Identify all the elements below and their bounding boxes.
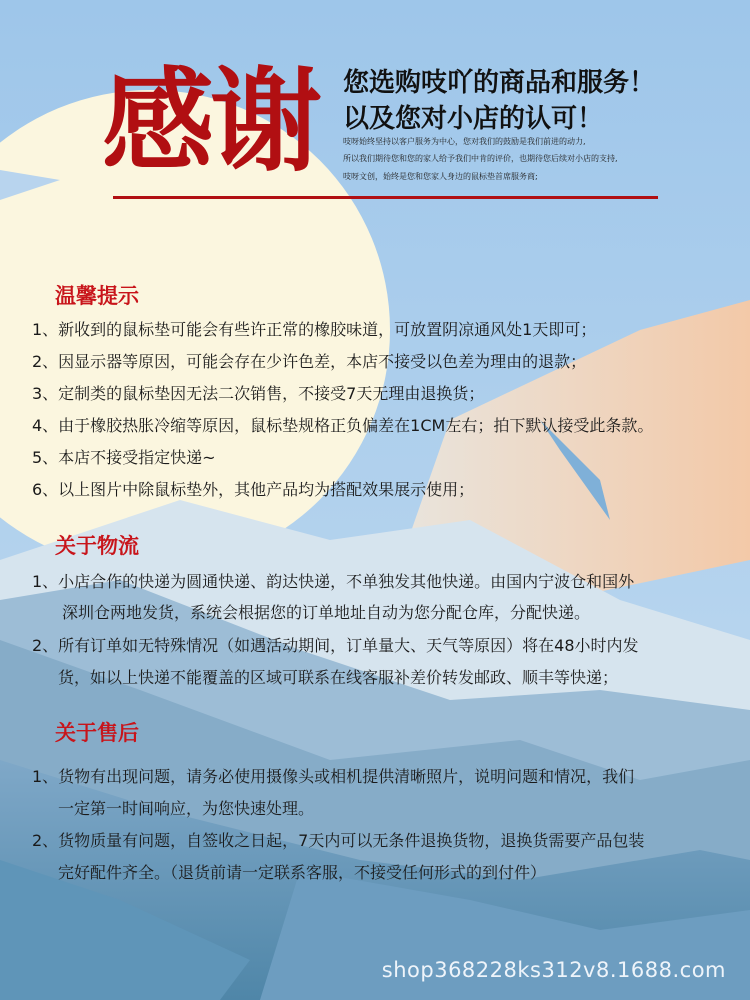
section-title-logistics: 关于物流 xyxy=(55,534,139,558)
headline-line-1: 您选购吱吖的商品和服务！ xyxy=(343,68,656,98)
subtext-line-1: 吱呀始终坚持以客户服务为中心，您对我们的鼓励是我们前进的动力, xyxy=(343,137,586,146)
logistics-item-line: 2、所有订单如无特殊情况（如遇活动期间，订单量大、天气等原因）将在48小时内发 xyxy=(32,636,639,655)
subtext-line-3: 吱呀文创，始终是您和您家人身边的鼠标垫首席服务商; xyxy=(343,172,538,181)
tip-item: 3、定制类的鼠标垫因无法二次销售，不接受7天无理由退换货； xyxy=(32,384,485,403)
tip-item: 2、因显示器等原因，可能会存在少许色差，本店不接受以色差为理由的退款； xyxy=(32,352,587,371)
shop-url: shop368228ks312v8.1688.com xyxy=(381,958,726,982)
logistics-item-line: 深圳仓两地发货，系统会根据您的订单地址自动为您分配仓库，分配快递。 xyxy=(62,603,591,622)
logistics-item-line: 1、小店合作的快递为圆通快递、韵达快递，不单独发其他快递。由国内宁波仓和国外 xyxy=(32,572,635,591)
thanks-title: 感谢 xyxy=(102,57,318,187)
title-divider xyxy=(113,196,658,199)
tip-item: 4、由于橡胶热胀冷缩等原因，鼠标垫规格正负偏差在1CM左右；拍下默认接受此条款。 xyxy=(32,416,654,435)
logistics-item-line: 货，如以上快递不能覆盖的区域可联系在线客服补差价转发邮政、顺丰等快递； xyxy=(58,668,619,687)
after-sales-item-line: 完好配件齐全。（退货前请一定联系客服，不接受任何形式的到付件） xyxy=(58,863,547,882)
headline-line-2: 以及您对小店的认可！ xyxy=(343,104,604,134)
subtext-line-2: 所以我们期待您和您的家人给予我们中肯的评价，也期待您后续对小店的支持, xyxy=(343,154,618,163)
tip-item: 1、新收到的鼠标垫可能会有些许正常的橡胶味道，可放置阴凉通风处1天即可； xyxy=(32,320,597,339)
after-sales-item-line: 2、货物质量有问题，自签收之日起，7天内可以无条件退换货物，退换货需要产品包装 xyxy=(32,831,645,850)
tip-item: 6、以上图片中除鼠标垫外，其他产品均为搭配效果展示使用； xyxy=(32,480,475,499)
after-sales-item-line: 一定第一时间响应，为您快速处理。 xyxy=(58,799,315,818)
tip-item: 5、本店不接受指定快递~ xyxy=(32,448,216,467)
section-title-tips: 温馨提示 xyxy=(55,284,139,308)
after-sales-item-line: 1、货物有出现问题，请务必使用摄像头或相机提供清晰照片，说明问题和情况，我们 xyxy=(32,767,635,786)
section-title-after-sales: 关于售后 xyxy=(55,721,139,745)
